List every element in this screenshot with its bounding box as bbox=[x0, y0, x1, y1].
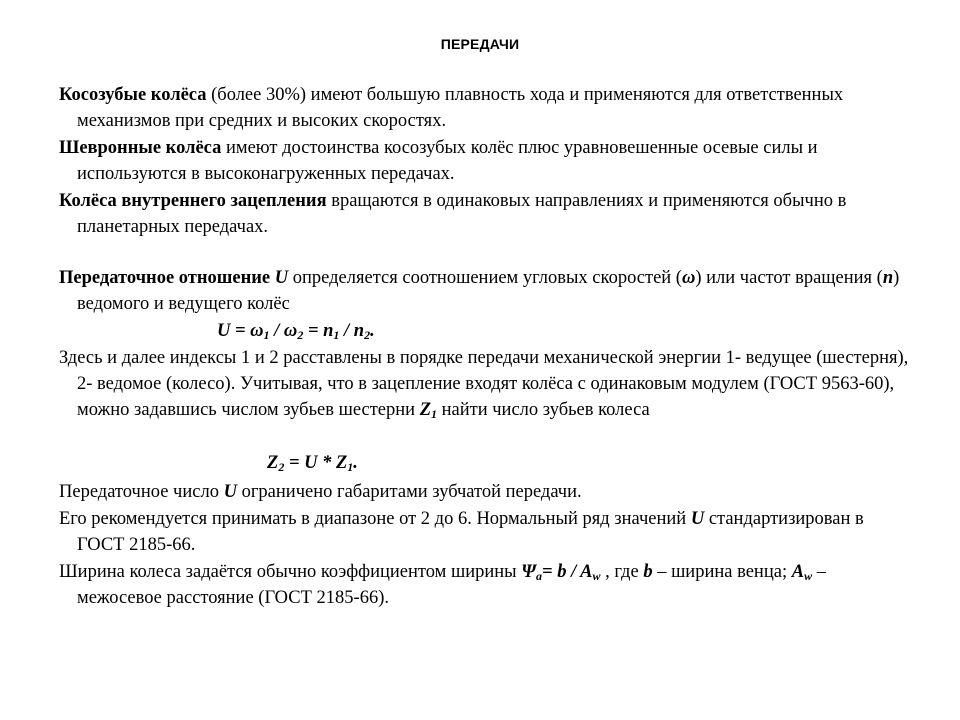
paragraph-range bbox=[59, 506, 909, 558]
text-width-c: – ширина венца; bbox=[652, 562, 792, 582]
formula1-part-b: / ω bbox=[269, 321, 298, 341]
formula1-sub-3: 1 bbox=[333, 328, 340, 342]
paragraph-herringbone-gears bbox=[59, 135, 909, 187]
paragraph-gear-number bbox=[59, 479, 909, 505]
text-indices: Здесь и далее индексы 1 и 2 расставлены в порядке передачи механической энергии 1- ведущее (шестерня), 2- ведомое (колесо). Учитывая, что в зацепление входят колёса с одинаковым модулем (ГОСТ 9563-60), можно задавшись числом зубьев шестерни bbox=[59, 348, 909, 420]
formula1-sub-1: 1 bbox=[263, 328, 270, 342]
text-width-a: Ширина колеса задаётся обычно коэффициентом ширины bbox=[59, 562, 522, 582]
formula2-part-b: = U * Z bbox=[284, 453, 348, 473]
formula-width-sub: w bbox=[592, 569, 601, 583]
text-herringbone-gears: имеют достоинства косозубых колёс плюс уравновешенные осевые силы и используются в высоконагруженных передачах. bbox=[77, 138, 818, 184]
text-gear-number-b: ограничено габаритами зубчатой передачи. bbox=[236, 482, 582, 502]
formula2-part-c: . bbox=[353, 453, 358, 473]
term-herringbone-gears: Шевронные колёса bbox=[59, 138, 222, 158]
symbol-omega: ω bbox=[681, 268, 696, 288]
formula2-sub-1: 2 bbox=[278, 460, 285, 474]
text-gear-ratio-a: определяется соотношением угловых скоростей ( bbox=[288, 268, 682, 288]
text-indices-b: найти число зубьев колеса bbox=[437, 400, 650, 420]
term-internal-gears: Колёса внутреннего зацепления bbox=[59, 191, 327, 211]
formula-teeth-count bbox=[59, 450, 909, 476]
symbol-a: A bbox=[791, 562, 805, 582]
symbol-b: b bbox=[643, 562, 653, 582]
symbol-u-2: U bbox=[223, 482, 237, 502]
formula2-sub-2: 1 bbox=[347, 460, 354, 474]
text-internal-gears: вращаются в одинаковых направлениях и применяются обычно в планетарных передачах. bbox=[77, 191, 847, 237]
symbol-psi-sub: a bbox=[536, 569, 543, 583]
text-width-b: , где bbox=[600, 562, 644, 582]
term-helical-gears: Косозубые колёса bbox=[59, 85, 207, 105]
paragraph-internal-gears bbox=[59, 188, 909, 240]
formula1-part-c: = n bbox=[303, 321, 334, 341]
symbol-u-3: U bbox=[690, 509, 705, 529]
symbol-z-sub: 1 bbox=[431, 407, 437, 421]
page-title: ПЕРЕДАЧИ bbox=[440, 36, 520, 52]
formula2-part-a: Z bbox=[267, 453, 279, 473]
text-gear-ratio-c: ) ведомого и ведущего колёс bbox=[77, 268, 900, 314]
symbol-z: Z bbox=[419, 400, 431, 420]
formula-gear-ratio bbox=[59, 318, 909, 344]
paragraph-gear-ratio bbox=[59, 265, 909, 317]
formula1-sub-2: 2 bbox=[297, 328, 304, 342]
formula1-part-d: / n bbox=[339, 321, 365, 341]
symbol-n: n bbox=[882, 268, 894, 288]
formula1-part-a: U = ω bbox=[217, 321, 264, 341]
symbol-a-sub: w bbox=[804, 569, 813, 583]
slide-content bbox=[59, 82, 909, 612]
formula1-sub-4: 2 bbox=[364, 328, 371, 342]
text-helical-gears: (более 30%) имеют большую плавность хода и применяются для ответственных механизмов при средних и высоких скоростях. bbox=[77, 85, 844, 131]
formula1-part-e: . bbox=[370, 321, 375, 341]
paragraph-width bbox=[59, 559, 909, 611]
symbol-u: U bbox=[274, 268, 289, 288]
text-width-d: – межосевое расстояние (ГОСТ 2185-66). bbox=[77, 562, 826, 608]
formula-width-eq: = b / A bbox=[542, 562, 593, 582]
text-range-a: Его рекомендуется принимать в диапазоне от 2 до 6. Нормальный ряд значений bbox=[59, 509, 691, 529]
symbol-psi: Ψ bbox=[521, 562, 537, 582]
term-gear-ratio: Передаточное отношение bbox=[59, 268, 275, 288]
text-range-b: стандартизирован в ГОСТ 2185-66. bbox=[77, 509, 864, 555]
paragraph-helical-gears bbox=[59, 82, 909, 134]
text-gear-number-a: Передаточное число bbox=[59, 482, 224, 502]
text-gear-ratio-b: ) или частот вращения ( bbox=[695, 268, 883, 288]
paragraph-indices bbox=[59, 345, 909, 423]
